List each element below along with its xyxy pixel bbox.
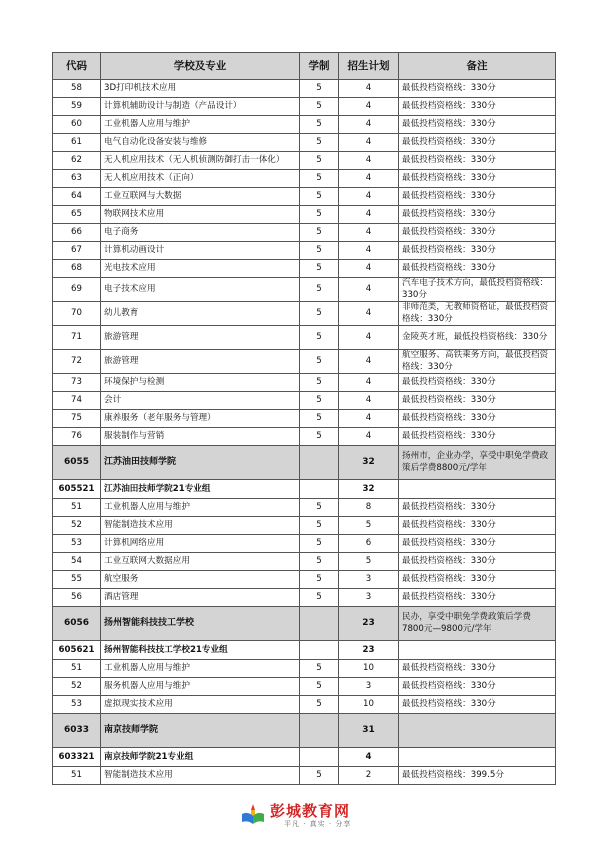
cell-enrollment-plan: 4 bbox=[339, 206, 399, 224]
cell-code: 72 bbox=[53, 350, 101, 374]
cell-years: 5 bbox=[300, 696, 339, 714]
cell-enrollment-plan: 2 bbox=[339, 767, 399, 785]
major-row bbox=[53, 553, 556, 571]
cell-enrollment-plan: 4 bbox=[339, 80, 399, 98]
cell-years: 5 bbox=[300, 535, 339, 553]
cell-school-major: 智能制造技术应用 bbox=[101, 767, 300, 785]
cell-note: 非师范类，无教师资格证，最低投档资格线：330分 bbox=[399, 302, 556, 326]
cell-school-major: 康养服务（老年服务与管理） bbox=[101, 410, 300, 428]
cell-code: 51 bbox=[53, 660, 101, 678]
cell-years: 5 bbox=[300, 499, 339, 517]
cell-code: 605621 bbox=[53, 641, 101, 660]
admission-plan-table bbox=[52, 52, 556, 785]
cell-code: 76 bbox=[53, 428, 101, 446]
cell-years: 5 bbox=[300, 517, 339, 535]
cell-years: 5 bbox=[300, 767, 339, 785]
cell-note: 最低投档资格线：330分 bbox=[399, 188, 556, 206]
cell-school-major: 工业机器人应用与维护 bbox=[101, 660, 300, 678]
cell-code: 53 bbox=[53, 535, 101, 553]
cell-enrollment-plan: 4 bbox=[339, 170, 399, 188]
major-row bbox=[53, 767, 556, 785]
cell-school-major: 智能制造技术应用 bbox=[101, 517, 300, 535]
cell-school-major: 无人机应用技术（无人机侦测防御打击一体化） bbox=[101, 152, 300, 170]
cell-enrollment-plan: 5 bbox=[339, 517, 399, 535]
major-group-row bbox=[53, 748, 556, 767]
major-row bbox=[53, 410, 556, 428]
cell-code: 58 bbox=[53, 80, 101, 98]
cell-enrollment-plan: 4 bbox=[339, 350, 399, 374]
cell-enrollment-plan: 4 bbox=[339, 152, 399, 170]
major-row bbox=[53, 80, 556, 98]
cell-enrollment-plan: 4 bbox=[339, 224, 399, 242]
footer-site-title: 彭城教育网 bbox=[270, 802, 351, 820]
cell-enrollment-plan: 4 bbox=[339, 242, 399, 260]
cell-school-major: 无人机应用技术（正向） bbox=[101, 170, 300, 188]
school-row bbox=[53, 714, 556, 748]
cell-code: 51 bbox=[53, 767, 101, 785]
table-body bbox=[53, 80, 556, 785]
cell-school-major: 江苏油田技师学院 bbox=[101, 446, 300, 480]
cell-code: 67 bbox=[53, 242, 101, 260]
cell-years: 5 bbox=[300, 224, 339, 242]
cell-code: 61 bbox=[53, 134, 101, 152]
cell-years: 5 bbox=[300, 374, 339, 392]
cell-school-major: 计算机动画设计 bbox=[101, 242, 300, 260]
cell-enrollment-plan: 4 bbox=[339, 188, 399, 206]
major-group-row bbox=[53, 480, 556, 499]
cell-code: 69 bbox=[53, 278, 101, 302]
cell-years: 5 bbox=[300, 170, 339, 188]
cell-years bbox=[300, 607, 339, 641]
cell-note: 最低投档资格线：330分 bbox=[399, 499, 556, 517]
cell-enrollment-plan: 4 bbox=[339, 98, 399, 116]
cell-enrollment-plan: 3 bbox=[339, 589, 399, 607]
cell-school-major: 航空服务 bbox=[101, 571, 300, 589]
cell-enrollment-plan: 23 bbox=[339, 607, 399, 641]
cell-years: 5 bbox=[300, 678, 339, 696]
cell-school-major: 扬州智能科技技工学校21专业组 bbox=[101, 641, 300, 660]
cell-code: 52 bbox=[53, 517, 101, 535]
cell-note: 最低投档资格线：330分 bbox=[399, 428, 556, 446]
cell-school-major: 计算机辅助设计与制造（产品设计） bbox=[101, 98, 300, 116]
major-row bbox=[53, 152, 556, 170]
cell-years bbox=[300, 714, 339, 748]
cell-school-major: 会计 bbox=[101, 392, 300, 410]
cell-note: 最低投档资格线：330分 bbox=[399, 392, 556, 410]
header-enrollment-plan: 招生计划 bbox=[339, 53, 399, 80]
cell-years bbox=[300, 641, 339, 660]
book-pencil-logo-icon bbox=[240, 800, 266, 826]
cell-years: 5 bbox=[300, 350, 339, 374]
cell-enrollment-plan: 4 bbox=[339, 134, 399, 152]
cell-note bbox=[399, 480, 556, 499]
cell-code: 65 bbox=[53, 206, 101, 224]
cell-code: 66 bbox=[53, 224, 101, 242]
major-row bbox=[53, 326, 556, 350]
cell-enrollment-plan: 10 bbox=[339, 660, 399, 678]
cell-years bbox=[300, 748, 339, 767]
cell-enrollment-plan: 4 bbox=[339, 410, 399, 428]
cell-code: 70 bbox=[53, 302, 101, 326]
cell-code: 53 bbox=[53, 696, 101, 714]
cell-school-major: 工业互联网大数据应用 bbox=[101, 553, 300, 571]
cell-enrollment-plan: 4 bbox=[339, 374, 399, 392]
cell-school-major: 南京技师学院 bbox=[101, 714, 300, 748]
major-row bbox=[53, 660, 556, 678]
major-row bbox=[53, 224, 556, 242]
cell-school-major: 电子商务 bbox=[101, 224, 300, 242]
cell-school-major: 幼儿教育 bbox=[101, 302, 300, 326]
cell-code: 56 bbox=[53, 589, 101, 607]
cell-years: 5 bbox=[300, 553, 339, 571]
cell-note: 最低投档资格线：399.5分 bbox=[399, 767, 556, 785]
school-row bbox=[53, 607, 556, 641]
cell-note: 最低投档资格线：330分 bbox=[399, 116, 556, 134]
cell-enrollment-plan: 32 bbox=[339, 446, 399, 480]
cell-code: 64 bbox=[53, 188, 101, 206]
cell-years: 5 bbox=[300, 392, 339, 410]
cell-years: 5 bbox=[300, 326, 339, 350]
cell-code: 62 bbox=[53, 152, 101, 170]
major-row bbox=[53, 428, 556, 446]
major-row bbox=[53, 535, 556, 553]
cell-enrollment-plan: 8 bbox=[339, 499, 399, 517]
major-row bbox=[53, 350, 556, 374]
site-footer-logo bbox=[240, 798, 390, 832]
cell-enrollment-plan: 10 bbox=[339, 696, 399, 714]
cell-enrollment-plan: 4 bbox=[339, 428, 399, 446]
cell-note: 最低投档资格线：330分 bbox=[399, 206, 556, 224]
cell-note: 最低投档资格线：330分 bbox=[399, 224, 556, 242]
cell-school-major: 酒店管理 bbox=[101, 589, 300, 607]
cell-note: 扬州市，企业办学，享受中职免学费政策后学费8800元/学年 bbox=[399, 446, 556, 480]
cell-note: 最低投档资格线：330分 bbox=[399, 553, 556, 571]
cell-note: 最低投档资格线：330分 bbox=[399, 152, 556, 170]
major-row bbox=[53, 206, 556, 224]
cell-note: 最低投档资格线：330分 bbox=[399, 517, 556, 535]
cell-code: 6055 bbox=[53, 446, 101, 480]
major-group-row bbox=[53, 641, 556, 660]
cell-note: 汽车电子技术方向，最低投档资格线：330分 bbox=[399, 278, 556, 302]
cell-school-major: 南京技师学院21专业组 bbox=[101, 748, 300, 767]
cell-code: 51 bbox=[53, 499, 101, 517]
cell-note: 最低投档资格线：330分 bbox=[399, 660, 556, 678]
cell-school-major: 服装制作与营销 bbox=[101, 428, 300, 446]
cell-note: 最低投档资格线：330分 bbox=[399, 696, 556, 714]
cell-years: 5 bbox=[300, 428, 339, 446]
cell-code: 59 bbox=[53, 98, 101, 116]
footer-slogan: 平凡 · 真实 · 分享 bbox=[284, 820, 352, 828]
cell-note bbox=[399, 714, 556, 748]
cell-note: 最低投档资格线：330分 bbox=[399, 374, 556, 392]
cell-years: 5 bbox=[300, 260, 339, 278]
cell-school-major: 光电技术应用 bbox=[101, 260, 300, 278]
cell-school-major: 物联网技术应用 bbox=[101, 206, 300, 224]
cell-school-major: 工业机器人应用与维护 bbox=[101, 499, 300, 517]
cell-school-major: 3D打印机技术应用 bbox=[101, 80, 300, 98]
major-row bbox=[53, 589, 556, 607]
cell-note: 最低投档资格线：330分 bbox=[399, 410, 556, 428]
cell-years: 5 bbox=[300, 98, 339, 116]
major-row bbox=[53, 374, 556, 392]
major-row bbox=[53, 116, 556, 134]
cell-school-major: 计算机网络应用 bbox=[101, 535, 300, 553]
cell-years: 5 bbox=[300, 410, 339, 428]
cell-code: 68 bbox=[53, 260, 101, 278]
cell-note: 最低投档资格线：330分 bbox=[399, 571, 556, 589]
cell-enrollment-plan: 4 bbox=[339, 302, 399, 326]
header-years: 学制 bbox=[300, 53, 339, 80]
cell-code: 73 bbox=[53, 374, 101, 392]
cell-school-major: 工业互联网与大数据 bbox=[101, 188, 300, 206]
cell-years: 5 bbox=[300, 206, 339, 224]
cell-note: 最低投档资格线：330分 bbox=[399, 589, 556, 607]
major-row bbox=[53, 260, 556, 278]
cell-enrollment-plan: 5 bbox=[339, 553, 399, 571]
cell-school-major: 扬州智能科技技工学校 bbox=[101, 607, 300, 641]
cell-school-major: 江苏油田技师学院21专业组 bbox=[101, 480, 300, 499]
cell-note: 最低投档资格线：330分 bbox=[399, 242, 556, 260]
cell-enrollment-plan: 3 bbox=[339, 678, 399, 696]
major-row bbox=[53, 696, 556, 714]
cell-school-major: 电子技术应用 bbox=[101, 278, 300, 302]
major-row bbox=[53, 134, 556, 152]
major-row bbox=[53, 170, 556, 188]
major-row bbox=[53, 392, 556, 410]
cell-note: 最低投档资格线：330分 bbox=[399, 98, 556, 116]
cell-years: 5 bbox=[300, 589, 339, 607]
major-row bbox=[53, 302, 556, 326]
cell-enrollment-plan: 4 bbox=[339, 326, 399, 350]
cell-code: 55 bbox=[53, 571, 101, 589]
cell-code: 6056 bbox=[53, 607, 101, 641]
cell-school-major: 环境保护与检测 bbox=[101, 374, 300, 392]
cell-school-major: 服务机器人应用与维护 bbox=[101, 678, 300, 696]
cell-code: 71 bbox=[53, 326, 101, 350]
cell-school-major: 工业机器人应用与维护 bbox=[101, 116, 300, 134]
cell-years: 5 bbox=[300, 660, 339, 678]
cell-note: 最低投档资格线：330分 bbox=[399, 678, 556, 696]
major-row bbox=[53, 98, 556, 116]
major-row bbox=[53, 678, 556, 696]
cell-enrollment-plan: 4 bbox=[339, 748, 399, 767]
cell-years bbox=[300, 480, 339, 499]
cell-code: 6033 bbox=[53, 714, 101, 748]
cell-enrollment-plan: 23 bbox=[339, 641, 399, 660]
cell-years: 5 bbox=[300, 134, 339, 152]
major-row bbox=[53, 278, 556, 302]
header-school-major: 学校及专业 bbox=[101, 53, 300, 80]
header-note: 备注 bbox=[399, 53, 556, 80]
cell-code: 603321 bbox=[53, 748, 101, 767]
cell-code: 54 bbox=[53, 553, 101, 571]
cell-note: 民办，享受中职免学费政策后学费7800元—9800元/学年 bbox=[399, 607, 556, 641]
cell-code: 605521 bbox=[53, 480, 101, 499]
cell-note: 最低投档资格线：330分 bbox=[399, 80, 556, 98]
cell-school-major: 旅游管理 bbox=[101, 326, 300, 350]
cell-enrollment-plan: 4 bbox=[339, 116, 399, 134]
major-row bbox=[53, 517, 556, 535]
cell-years: 5 bbox=[300, 80, 339, 98]
major-row bbox=[53, 571, 556, 589]
cell-code: 75 bbox=[53, 410, 101, 428]
cell-years: 5 bbox=[300, 278, 339, 302]
major-row bbox=[53, 188, 556, 206]
cell-enrollment-plan: 31 bbox=[339, 714, 399, 748]
cell-school-major: 电气自动化设备安装与维修 bbox=[101, 134, 300, 152]
major-row bbox=[53, 499, 556, 517]
cell-years: 5 bbox=[300, 152, 339, 170]
cell-code: 74 bbox=[53, 392, 101, 410]
cell-years: 5 bbox=[300, 242, 339, 260]
cell-code: 52 bbox=[53, 678, 101, 696]
school-row bbox=[53, 446, 556, 480]
major-row bbox=[53, 242, 556, 260]
cell-note: 航空服务、高铁乘务方向，最低投档资格线：330分 bbox=[399, 350, 556, 374]
cell-note: 金陵英才班，最低投档资格线：330分 bbox=[399, 326, 556, 350]
cell-years: 5 bbox=[300, 188, 339, 206]
cell-years: 5 bbox=[300, 571, 339, 589]
header-code: 代码 bbox=[53, 53, 101, 80]
cell-enrollment-plan: 32 bbox=[339, 480, 399, 499]
cell-code: 60 bbox=[53, 116, 101, 134]
cell-enrollment-plan: 3 bbox=[339, 571, 399, 589]
cell-note bbox=[399, 748, 556, 767]
cell-years: 5 bbox=[300, 116, 339, 134]
cell-note bbox=[399, 641, 556, 660]
cell-enrollment-plan: 4 bbox=[339, 260, 399, 278]
cell-enrollment-plan: 4 bbox=[339, 278, 399, 302]
cell-note: 最低投档资格线：330分 bbox=[399, 134, 556, 152]
cell-years bbox=[300, 446, 339, 480]
cell-code: 63 bbox=[53, 170, 101, 188]
cell-note: 最低投档资格线：330分 bbox=[399, 535, 556, 553]
admission-plan-table-container bbox=[52, 52, 555, 785]
table-header-row bbox=[53, 53, 556, 80]
cell-enrollment-plan: 6 bbox=[339, 535, 399, 553]
cell-note: 最低投档资格线：330分 bbox=[399, 260, 556, 278]
cell-school-major: 虚拟现实技术应用 bbox=[101, 696, 300, 714]
cell-enrollment-plan: 4 bbox=[339, 392, 399, 410]
cell-years: 5 bbox=[300, 302, 339, 326]
cell-note: 最低投档资格线：330分 bbox=[399, 170, 556, 188]
cell-school-major: 旅游管理 bbox=[101, 350, 300, 374]
